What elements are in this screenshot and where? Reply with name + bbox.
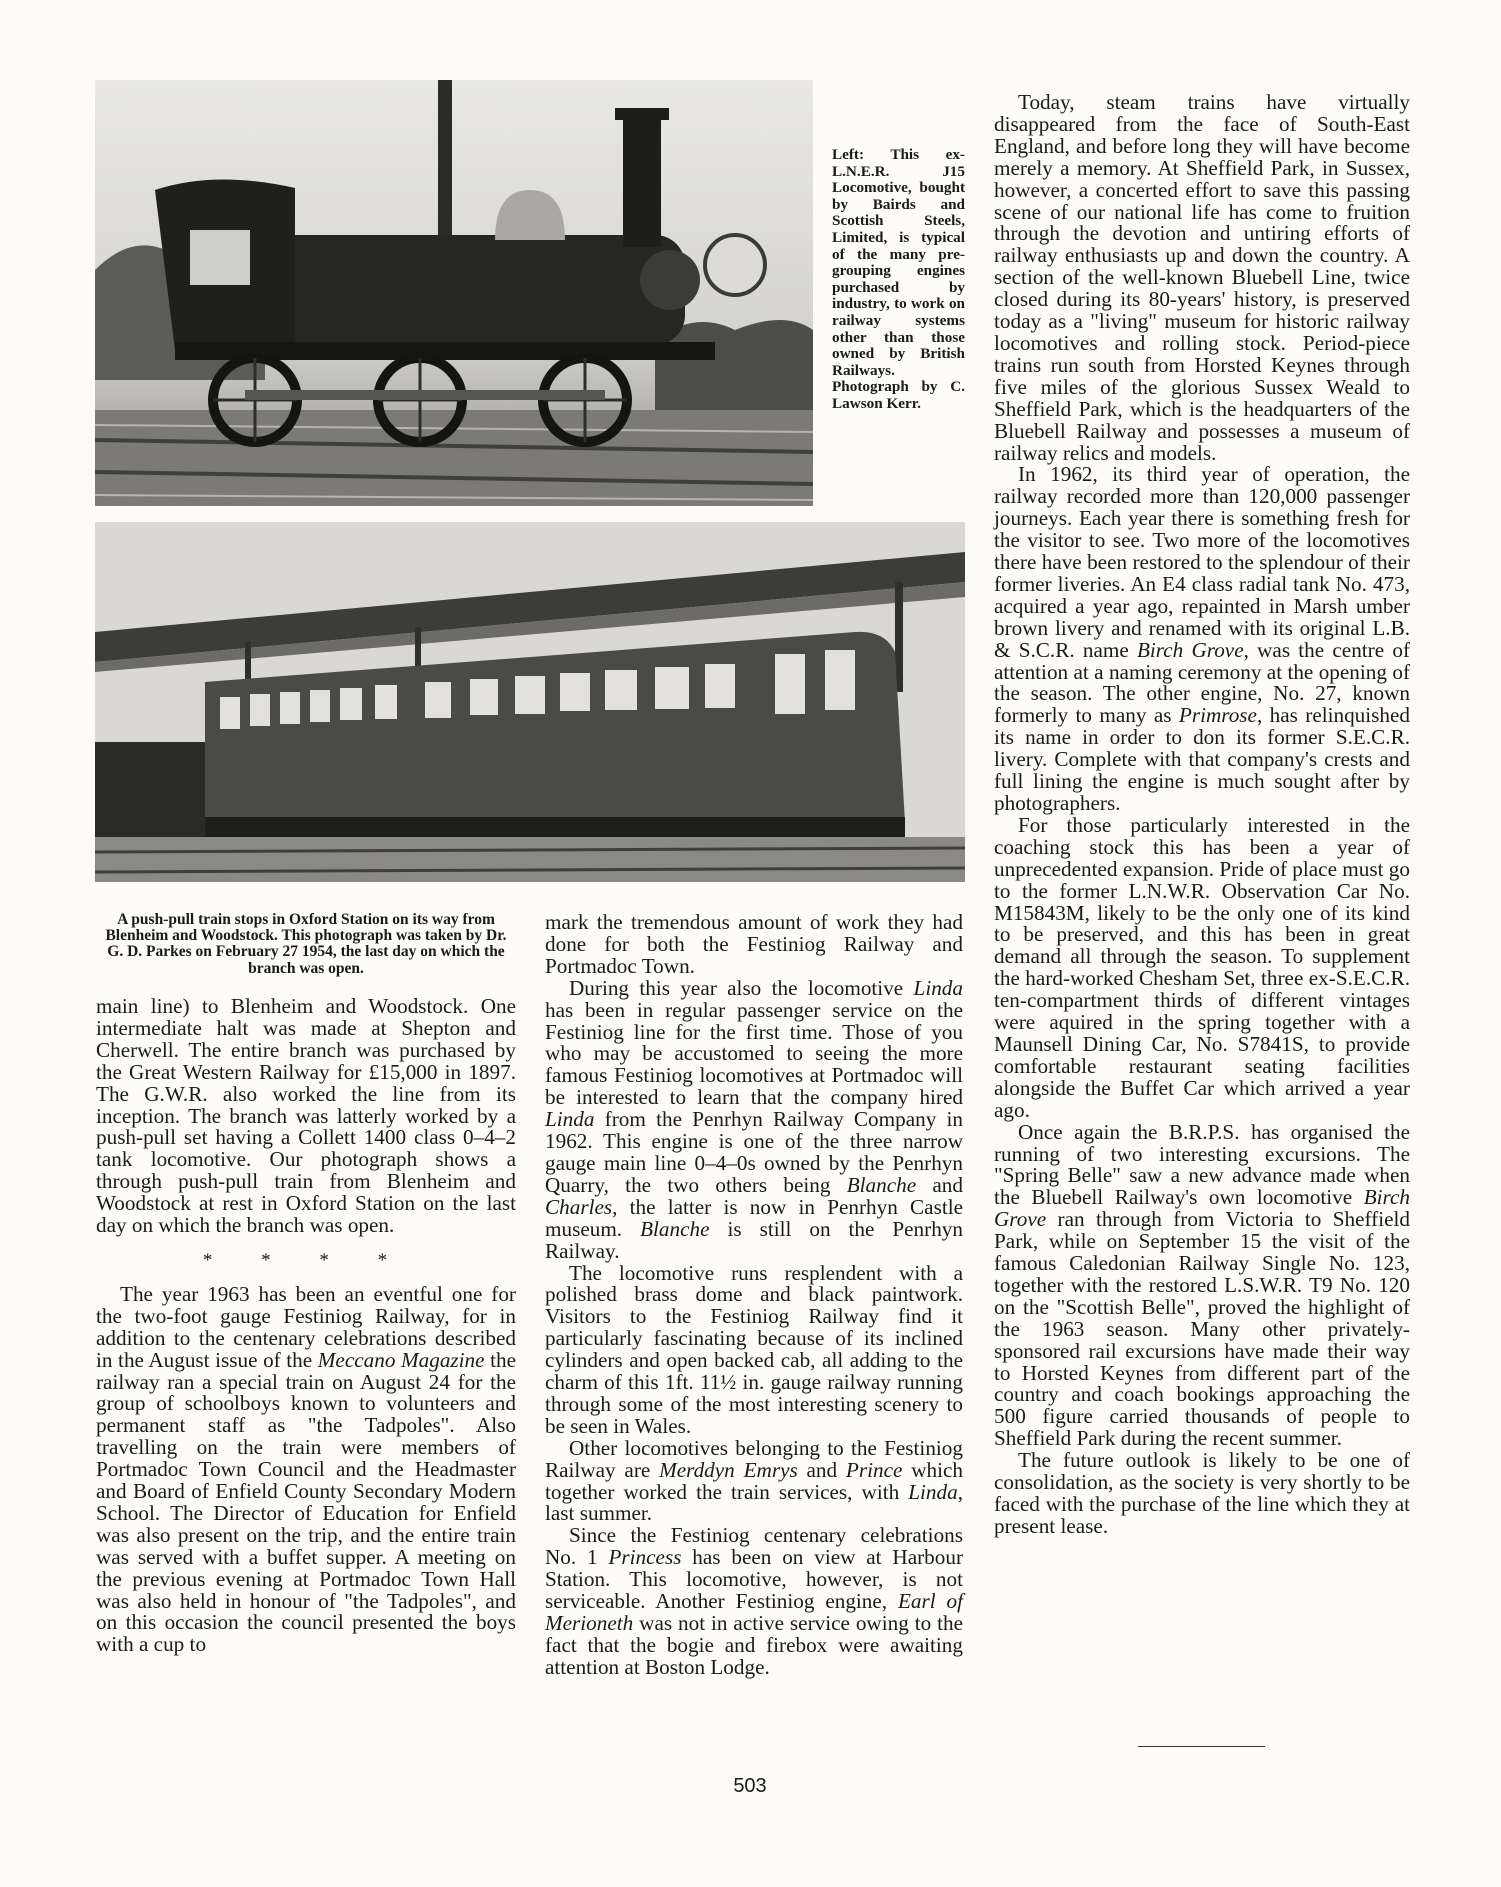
locomotive-photo-icon xyxy=(95,80,813,506)
col2-paragraph-5: Since the Festiniog centenary celebrations No. 1 Princess has been on view at Harbour Station. This locomotive, however, is not serviceable. Another Festiniog engine, Earl of Merioneth was not in active service owing to the fact that the bogie and firebox were awaiting attention at Boston Lodge. xyxy=(545,1523,964,1679)
section-separator: * * * * xyxy=(202,1249,410,1271)
col3-paragraph-2: In 1962, its third year of operation, the railway recorded more than 120,000 passenger journeys. Each year there is something fresh for the visitor to see. Two more of the locomotives there have been restored to the splendour of their former liveries. An E4 class radial tank No. 473, acquired a year ago, repainted in Marsh umber brown livery and renamed with its original L.B. & S.C.R. name Birch Grove, was the centre of attention at a naming ceremony at the opening of the season. The other engine, No. 27, known formerly to many as Primrose, has relinquished its name in order to don its former S.E.C.R. livery. Complete with that company's crests and full lining the engine is much sought after by photographers. xyxy=(994,462,1411,815)
col1-paragraph-1: main line) to Blenheim and Woodstock. One intermediate halt was made at Shepton and Cherwell. The entire branch was purchased by the Great Western Railway for £15,000 in 1897. The G.W.R. also worked the line from its inception. The branch was latterly worked by a push-pull set having a Collett 1400 class 0–4–2 tank locomotive. Our photograph shows a through push-pull train from Blenheim and Woodstock at rest in Oxford Station on the last day on which the branch was open. xyxy=(96,994,516,1238)
page-number: 503 xyxy=(733,1775,767,1797)
column-1 xyxy=(96,996,516,1656)
end-rule xyxy=(1138,1746,1265,1747)
col3-paragraph-5: The future outlook is likely to be one of consolidation, as the society is very shortly to be faced with the purchase of the line which they at present lease. xyxy=(994,1448,1410,1538)
locomotive-caption: Left: This ex-L.N.E.R. J15 Locomotive, bought by Bairds and Scottish Steels, Limited, is typical of the many pre-grouping engines purchased by industry, to work on railway systems other than those owned by British Railways. Photograph by C. Lawson Kerr. xyxy=(832,146,965,412)
locomotive-photo xyxy=(95,80,813,506)
push-pull-train-photo xyxy=(95,522,965,882)
col3-paragraph-4: Once again the B.R.P.S. has organised the running of two interesting excursions. The "Spring Belle" saw a new advance made when the Bluebell Railway's own locomotive Birch Grove ran through from Victoria to Sheffield Park, while on September 15 the visit of the famous Caledonian Railway Single No. 123, together with the restored L.S.W.R. T9 No. 120 on the "Scottish Belle", proved the highlight of the 1963 season. Many other privately-sponsored rail excursions have made their way to Horsted Keynes from different part of the country and coach bookings approaching the 500 figure carried thousands of people to Sheffield Park during the recent summer. xyxy=(994,1119,1410,1451)
meccano-magazine-title: Meccano Magazine xyxy=(317,1347,485,1372)
push-pull-train-photo-icon xyxy=(95,522,965,882)
col1-paragraph-2: The year 1963 has been an eventful one for the two-foot gauge Festiniog Railway, for in addition to the centenary celebrations described in the August issue of the Meccano Magazine the railway ran a special train on August 24 for the group of schoolboys known to volunteers and permanent staff as "the Tadpoles". Also travelling on the train were members of Portmadoc Town Council and the Headmaster and Board of Enfield County Secondary Modern School. The Director of Education for Enfield was also present on the trip, and the entire train was served with a buffet supper. A meeting on the previous evening at Portmadoc Town Hall was also held in honour of "the Tadpoles", and on this occasion the council presented the boys with a cup to xyxy=(96,1281,517,1657)
col3-paragraph-1: Today, steam trains have virtually disappeared from the face of South-East England, and before long they will have become merely a memory. At Sheffield Park, in Sussex, however, a concerted effort to save this passing scene of our national life has come to fruition through the devotion and untiring efforts of railway enthusiasts up and down the country. A section of the well-known Bluebell Line, twice closed during its 80-years' history, is preserved today as a "living" museum for historic railway locomotives and rolling stock. Period-piece trains run south from Horsted Keynes through five miles of the glorious Sussex Weald to Sheffield Park, which is the headquarters of the Bluebell Railway and possesses a museum of railway relics and models. xyxy=(994,90,1410,465)
col2-paragraph-4: Other locomotives belonging to the Festiniog Railway are Merddyn Emrys and Prince which together worked the train services, with Linda, last summer. xyxy=(545,1435,963,1526)
col3-paragraph-3: For those particularly interested in the coaching stock this has been a year of unprecedented expansion. Pride of place must go to the former L.N.W.R. Observation Car No. M15843M, likely to be the only one of its kind to be preserved, and this has been in great demand all through the season. To supplement the hard-worked Chesham Set, three ex-S.E.C.R. ten-compartment thirds of different vintages were aquired in the spring together with a Maunsell Dining Car, No. S7841S, to provide comfortable restaurant seating facilities alongside the Buffet Car which arrived a year ago. xyxy=(994,812,1410,1122)
train-caption: A push-pull train stops in Oxford Station on its way from Blenheim and Woodstock. This photograph was taken by Dr. G. D. Parkes on February 27 1954, the last day on which the branch was open. xyxy=(105,911,507,977)
column-2 xyxy=(545,912,963,1679)
column-3 xyxy=(994,92,1410,1538)
col2-paragraph-3: The locomotive runs resplendent with a polished brass dome and black paintwork. Visitors to the Festiniog Railway find it particularly fascinating because of its inclined cylinders and open backed cab, all adding to the charm of this 1ft. 11½ in. gauge railway running through some of the most interesting scenery to be seen in Wales. xyxy=(545,1260,963,1438)
col2-paragraph-1: mark the tremendous amount of work they had done for both the Festiniog Railway and Portmadoc Town. xyxy=(545,910,963,978)
col2-paragraph-2: During this year also the locomotive Linda has been in regular passenger service on the Festiniog line for the first time. Those of you who may be accustomed to seeing the more famous Festiniog locomotives at Portmadoc will be interested to learn that the company hired Linda from the Penrhyn Railway Company in 1962. This engine is one of the three narrow gauge main line 0–4–0s owned by the Penrhyn Quarry, the two others being Blanche and Charles, the latter is now in Penrhyn Castle museum. Blanche is still on the Penrhyn Railway. xyxy=(545,975,963,1263)
